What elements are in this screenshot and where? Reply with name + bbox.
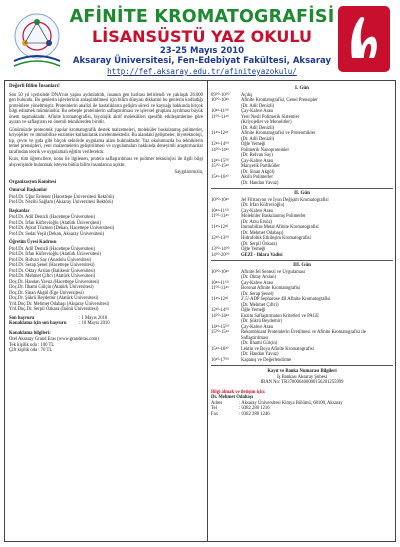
schedule-event: (Dr. Mehmet Çiftci) [241, 302, 279, 308]
contact-row [211, 412, 393, 418]
schedule-time: 15⁰⁰-15⁴⁵ [211, 164, 229, 169]
schedule-time: 12⁴⁵-14⁰⁰ [211, 142, 229, 147]
group-title: Öğretim Üyesi Kadrosu [9, 240, 57, 245]
schedule-event: (Dr. İrfan Küfrevioğlu) [241, 203, 285, 208]
committee-member: Prof.Dr. Rıdvan Say (Anadolu Üniversitesi) [9, 257, 92, 263]
schedule-event: Çay-Kahve Arası [241, 324, 274, 330]
committee-group [9, 188, 203, 206]
event-subtitle: LİSANSÜSTÜ YAZ OKULU [92, 27, 312, 46]
schedule-event: (Dr. Handan Yavuz) [241, 180, 279, 186]
schedule-event: İmmobilize Metal Afinite Kromatografisi [241, 225, 319, 230]
deadline-value: : 10 Mayıs 2010 [79, 321, 110, 326]
contact-value: : 0382 280 1216 [239, 406, 270, 411]
schedule-event: Yeni Nesil Polimerik Sistemler [241, 114, 300, 120]
schedule-time: 10⁴⁵-11⁰⁰ [211, 208, 229, 214]
accommodation-title: Konaklama bilgileri: [9, 330, 51, 336]
day-title: III. Gün [293, 263, 311, 268]
schedule-event: Afinite Kromatografisi, Genel Prensipler [241, 98, 318, 103]
committee-member: Prof.Dr. Serap Şenel (Hacettepe Üniversitesi) [9, 263, 95, 268]
schedule-time: 11⁰⁰-11⁴⁵ [211, 114, 229, 120]
contact-label: Adres [211, 400, 223, 406]
schedule-time: 11⁴⁵-12⁴⁵ [211, 131, 229, 136]
schedule-event: Polimerik Nanoproteinler [241, 147, 290, 153]
schedule-event: Çay-Kahve Arası [241, 280, 274, 286]
bank-name: İş Bankası Aksaray Şubesi [277, 374, 327, 380]
schedule-event: Öğle Yemeği [241, 308, 266, 313]
schedule-event: Manyetik Partiküller [241, 164, 280, 169]
committee-member: Prof.Dr. İrfan Küfrevioğlu (Atatürk Üniversitesi) [9, 220, 101, 226]
section-divider [211, 188, 393, 189]
committee-member: Doç.Dr. Handan Yavuz (Hacettepe Üniversitesi) [9, 279, 100, 285]
contact-list [211, 401, 393, 418]
left-column [9, 84, 203, 354]
schedule-event: (Dr. Arzu Ersöz) [241, 219, 273, 225]
schedule-event: (Dr. Rıdvan Say) [241, 153, 273, 158]
university-logo-icon [338, 6, 390, 72]
group-title: Başkanlar [9, 208, 30, 214]
day-title: I. Gün [295, 86, 309, 91]
schedule-time: 11⁰⁰-11⁴⁵ [211, 286, 229, 291]
committee-member: Prof.Dr. Adil Denizli (Hacettepe Üniversitesi) [9, 215, 96, 220]
section-divider [211, 260, 393, 261]
committee-member: Prof.Dr. Mehmet Çiftci (Atatürk Üniversitesi) [9, 274, 96, 279]
hotel-name: Otel Aksaray Grand Eras (www.granderas.com) [9, 337, 99, 342]
schedule-time: 11⁴⁵-12³⁰ [211, 297, 229, 302]
schedule-time: 14⁰⁰-14⁴⁵ [211, 313, 229, 319]
schedule-event: (Dr. Sinan Akgöl) [241, 169, 275, 175]
schedule-event: (Dr. Adil Denizli) [241, 136, 275, 142]
schedule-event: (Dr. Serap Şenel) [241, 291, 274, 297]
schedule-time: 11⁴⁵-12³⁰ [211, 225, 229, 230]
letter-paragraph: Kurs, tüm öğrencilere, konu ile ilgilenen, protein saflaştırılması ve polimer teknolojisi ile ilgili bilgi alışverişinde bulunmak isteyen bütün bilim insanlarına açıktır. [9, 157, 203, 168]
schedule-event: Akıllı Polimerler [241, 175, 273, 180]
schedule-time: 09⁰⁰-10⁰⁰ [211, 92, 230, 98]
single-room-price: Tek kişilik oda : 100 TL [9, 342, 55, 348]
schedule-time: 14⁴⁵-15⁰⁰ [211, 324, 229, 330]
schedule-time: 10⁰⁰-10⁴⁵ [211, 269, 229, 275]
schedule-event: Afinite Kromatografisi ve Proteomikler [241, 131, 316, 136]
schedule-time: 10⁰⁰-10⁴⁵ [211, 98, 229, 103]
committee-member: Prof.Dr. Sedat Yeşil (Dekan, Aksaray Üniversitesi) [9, 231, 105, 237]
schedule-event: Çay-Kahve Arası [241, 158, 274, 164]
schedule-time [211, 181, 241, 187]
schedule-event: Çay-Kahve Arası [241, 208, 274, 214]
schedule-time: 15⁴⁵-16³⁰ [211, 175, 229, 180]
schedule-event: (Dr. Serpil Özkara) [241, 241, 278, 247]
committee-group [9, 240, 203, 313]
section-divider [211, 365, 393, 366]
schedule-event: (Dr. Şükrü Beydemir) [241, 319, 283, 324]
schedule-event: (Dr. Mehmet Odabaşı) [241, 230, 284, 236]
event-url-link[interactable]: http://fef.aksaray.edu.tr/afiniteyazokulu/ [107, 67, 297, 76]
event-dates: 23-25 Mayıs 2010 [159, 46, 245, 56]
deadline-row [9, 321, 203, 327]
committee-member: Prof.Dr. İrfan Küfrevioğlu (Atatürk Üniversitesi) [9, 252, 101, 257]
header [0, 0, 400, 80]
schedule-time: 11⁰⁰-11⁴⁵ [211, 214, 229, 219]
schedule-event: Çay-Kahve Arası [241, 109, 274, 114]
schedule-time: 16³⁰-17⁰⁰ [211, 357, 229, 363]
committee-title: Organizasyon Komitesi [9, 179, 57, 185]
summer-school-logo-icon [8, 6, 66, 76]
contact-value: : Aksaray Üniversitesi Kimya Bölümü, 68100, Aksaray [239, 400, 343, 406]
group-title: Onursal Başkanlar [9, 188, 48, 193]
committee-group [9, 209, 203, 238]
day-title: II. Gün [294, 191, 310, 196]
schedule-time: 12³⁰-13⁰⁰ [211, 236, 229, 241]
schedule-event: (Dr. Oktay Arslan) [241, 275, 277, 280]
committee-member: Prof.Dr. Nezihi Sağlam (Aksaray Üniversitesi Rektörü) [9, 200, 114, 205]
letter-salutation: Değerli Bilim İnsanları! [9, 84, 60, 89]
schedule-time: 10⁰⁰-10⁴⁵ [211, 197, 229, 203]
bank-iban: IBAN No: TR370006400000156201255999 [260, 380, 344, 385]
schedule-event: Enzim Saflaştırmanın Kriterleri ve PAGE [241, 313, 319, 319]
schedule-time: 10⁴⁵-11⁰⁰ [211, 109, 229, 114]
schedule-event: Öğle Yemeği [241, 247, 266, 252]
deadline-label: Konaklama için son başvuru [9, 321, 67, 326]
committee-member: Prof.Dr. Adil Denizli (Hacettepe Üniversitesi) [9, 246, 96, 252]
schedule-time: 10⁴⁵-11⁰⁰ [211, 280, 229, 286]
committee-member: Doç.Dr. Sinan Akgöl (Ege Üniversitesi) [9, 290, 84, 296]
schedule-time: 15⁴⁵-16³⁰ [211, 346, 229, 352]
schedule-row [211, 330, 393, 341]
right-column [211, 84, 393, 417]
contact-name: Dr. Mehmet Odabaşı [211, 395, 253, 400]
schedule-time: 13⁰⁰-14⁰⁰ [211, 247, 230, 252]
schedule-event: Jel Filtrasyon ve İyon Değişim Kromatografisi [241, 197, 329, 203]
contact-value: : 0382 280 1246 [239, 411, 270, 417]
letter-paragraph: Günümüzde proteomik yapılar kromatografik destek malzemeleri, moleküler baskılanmış polimerler, kriyojeller ve immobilize enzimler kullanılarak incelenmektedir. Bu alandaki gelişmeler, biyoteknoloji, tıp, çevre ve gıda gibi birçok sektörde uygulama alanı bulmaktadır. Yaz okulumuzda bu tekniklerin temel prensipleri, yeni malzemelerin geliştirilmesi ve uygulamaları hakkında deneyimli araştırmacılar tarafından teorik ve uygulamalı eğitim verilecektir. [9, 127, 203, 155]
schedule-event: Boronat Afinite Kromatografisi [241, 286, 301, 291]
schedule-row [211, 358, 393, 364]
committee-member: Yrd.Doç.Dr. Serpil Özkara (İnönü Üniversitesi) [9, 307, 99, 312]
schedule-event: 2',5'-ADP Sepharose 4B Afinite Kromatografisi [241, 297, 331, 302]
double-room-price: Çift kişilik oda : 70 TL [9, 348, 53, 353]
committee-member: Doç.Dr. İlhami Gülçin (Atatürk Üniversitesi) [9, 285, 94, 290]
committee-member: Prof.Dr. Oktay Arslan (Balıkesir Üniversitesi) [9, 268, 96, 274]
schedule-event: (Dr. İlhami Gülçin) [241, 341, 278, 346]
committee-member: Yrd.Doç.Dr. Mehmet Odabaşı (Aksaray Üniversitesi) [9, 301, 110, 307]
schedule-event: Öğle Yemeği [241, 142, 266, 147]
committee-member: Prof.Dr. Uğur Erdener (Hacettepe Üniversitesi Rektörü) [9, 194, 115, 200]
program-schedule [211, 86, 393, 363]
schedule-event: Afinite Jel Sentezi ve Uygulaması [241, 269, 306, 275]
schedule-time: 14⁰⁰-20⁰⁰ [211, 252, 230, 258]
schedule-event: Kapanış ve Değerlendirme [241, 357, 292, 363]
schedule-event: (Dr. Adil Denizli) [241, 125, 275, 131]
contact-title: Bilgi almak ve iletişim için: [211, 389, 266, 395]
column-divider [207, 80, 208, 542]
contact-label: Tel [211, 406, 217, 411]
deadline-value: : 1 Mayıs 2010 [79, 315, 108, 321]
deadline-label: Son başvuru [9, 315, 35, 321]
schedule-event: Moleküler Baskılanmış Polimerler [241, 214, 306, 219]
schedule-time: 14⁰⁰-14⁴⁵ [211, 147, 229, 153]
schedule-event: Hidrofobik Etkileşim Kromatografisi [241, 236, 311, 241]
committee-member: Prof.Dr. Aykut Tüzmen (Dekan, Hacettepe Üniversitesi) [9, 226, 115, 231]
schedule-event: GEZİ - Ihlara Vadisi [241, 252, 283, 258]
letter-paragraph: Son 50 yıl içerisinde DNA'nın yapısı aydınlatıldı, insanın gen haritası belirlendi ve yaklaşık 26.000 gen bulundu. Bu genlerin işlevlerinin anlaşılabilmesi için bilim dünyası dikkatini bu genlerin kodladığı proteinlere yöneltmiştir. Proteinlerin analizi ile hastalıkların gelişim süreci ve kaynağı hakkında birçok bilgi edinmek mümkündür. Bu sebeple proteinlerin saflaştırılması ve işlevsel gruplara ayrılması büyük önem taşımaktadır. Afinite kromatografisi, biyolojik aktif molekülleri spesifik etkileşimlerine göre ayıran ve saflaştıran en önemli tekniklerden biridir. [9, 92, 203, 125]
schedule-event: Açılış [241, 92, 253, 98]
schedule-event: (Kriyojeller ve Monolitler) [241, 120, 292, 125]
contact-label: Fax [211, 411, 219, 417]
schedule-time: 15⁰⁰-15⁴⁵ [211, 330, 229, 335]
schedule-time: 12³⁰-14⁰⁰ [211, 308, 229, 313]
schedule-event: Rekombinant Proteinlerin Üretilmesi ve Afinite Kromatografisi ile Saflaştırılması [241, 330, 366, 341]
event-title: AFİNİTE KROMATOGRAFİSİ [69, 7, 335, 27]
schedule-event: (Dr. Handan Yavuz) [241, 352, 279, 357]
schedule-row [211, 181, 393, 187]
schedule-time: 14⁴⁵-15⁰⁰ [211, 158, 229, 164]
bank-title: Kayıt ve Banka Numarası Bilgileri [267, 369, 337, 374]
event-venue: Aksaray Üniversitesi, Fen-Edebiyat Fakültesi, Aksaray [72, 56, 332, 66]
committee-member: Doç.Dr. Şükrü Beydemir (Atatürk Üniversitesi) [9, 296, 99, 301]
schedule-row [211, 253, 393, 259]
schedule-event: Lektin ve Boya Afinite Kromatografisi [241, 346, 314, 352]
schedule-event: (Dr. Adil Denizli) [241, 103, 275, 109]
letter-signature: Saygılarımızla, [174, 170, 203, 175]
